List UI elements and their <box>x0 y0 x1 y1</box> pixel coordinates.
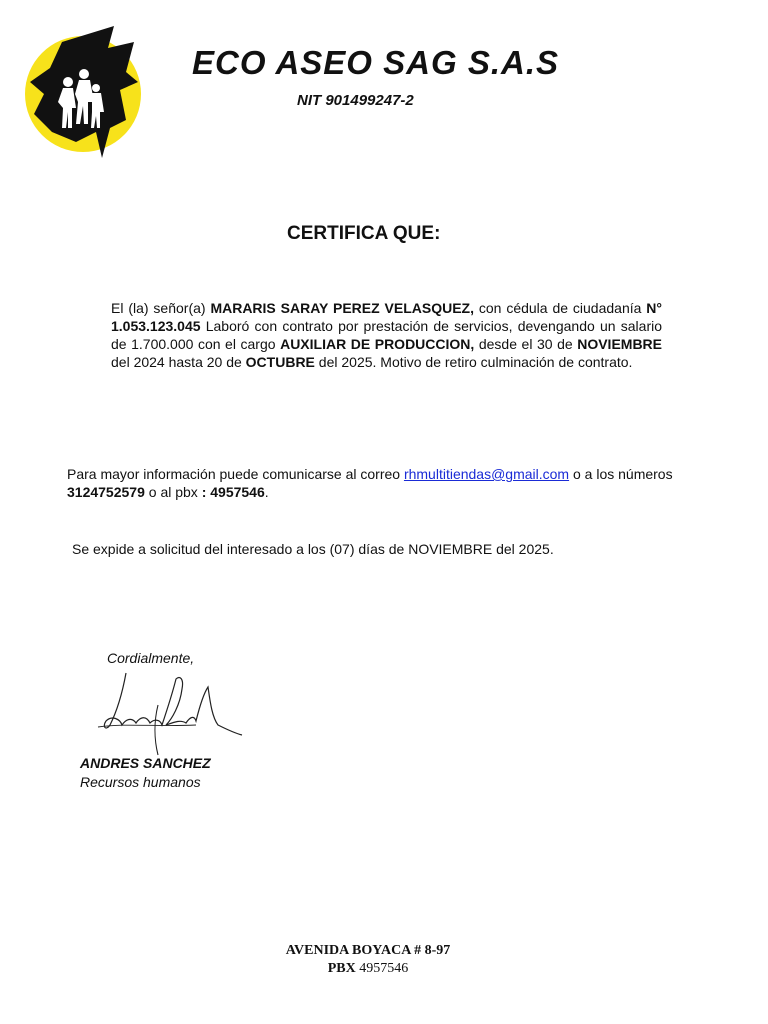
contact-info: Para mayor información puede comunicarse al correo rhmultitiendas@gmail.com o a los números 3124752579 o al pbx : 4957546. <box>67 466 673 500</box>
footer-pbx-value: 4957546 <box>355 961 409 976</box>
closing-salutation: Cordialmente, <box>107 650 195 666</box>
company-nit: NIT 901499247-2 <box>297 92 414 109</box>
email-link[interactable]: rhmultitiendas@gmail.com <box>403 466 570 482</box>
certificate-title: CERTIFICA QUE: <box>287 223 441 244</box>
signer-role: Recursos humanos <box>80 774 201 790</box>
footer-address: AVENIDA BOYACA # 8-97 <box>285 943 451 958</box>
company-logo <box>22 24 144 164</box>
handwritten-signature <box>96 665 246 760</box>
employee-name: MARARIS SARAY PEREZ VELASQUEZ, <box>210 300 474 316</box>
footer <box>0 942 736 978</box>
company-name: ECO ASEO SAG S.A.S <box>192 44 560 81</box>
issue-statement: Se expide a solicitud del interesado a los (07) días de NOVIEMBRE del 2025. <box>72 541 554 557</box>
contact-pbx: : 4957546 <box>201 484 265 500</box>
footer-pbx-label: PBX <box>327 961 356 976</box>
signer-name: ANDRES SANCHEZ <box>80 755 211 771</box>
employee-id: N° 1.053.123.045 <box>111 300 662 334</box>
certificate-body: El (la) señor(a) MARARIS SARAY PEREZ VELASQUEZ, con cédula de ciudadanía N° 1.053.123.045 Laboró con contrato por prestación de servicios, devengando un salario de 1.700.000 con el cargo AUXILIAR DE PRODUCCION, desde el 30 de NOVIEMBRE del 2024 hasta 20 de OCTUBRE del 2025. Motivo de retiro culminación de contrato. <box>111 300 663 370</box>
contact-phone: 3124752579 <box>67 484 145 500</box>
employee-position: AUXILIAR DE PRODUCCION, <box>280 336 475 352</box>
